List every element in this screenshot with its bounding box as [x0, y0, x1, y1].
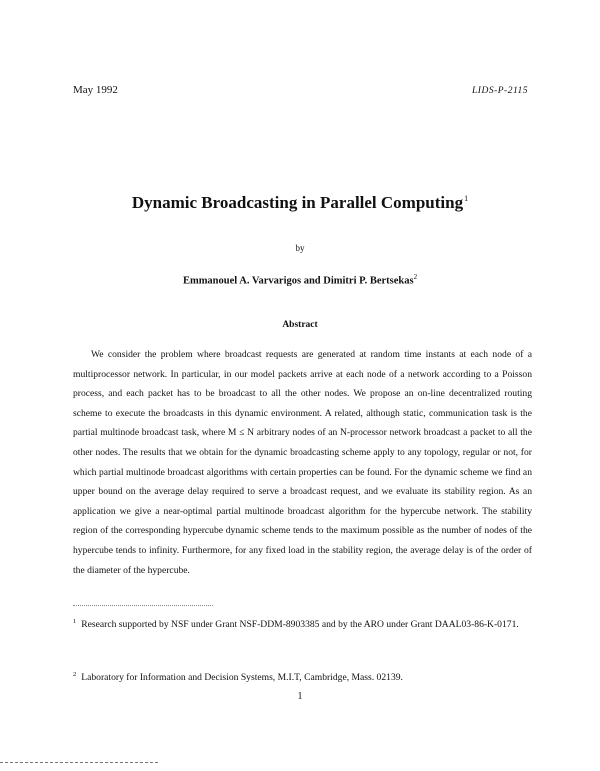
authors-footnote-mark: 2 — [413, 273, 418, 281]
footnote-2 — [73, 668, 532, 685]
paper-title-text: Dynamic Broadcasting in Parallel Computing — [131, 193, 464, 212]
footnote-2-text: Laboratory for Information and Decision Systems, M.I.T, Cambridge, Mass. 02139. — [81, 672, 403, 684]
footnote-1-text: Research supported by NSF under Grant NSF-DDM-8903385 and by the ARO under Grant DAAL03-86-K-0171. — [81, 619, 519, 631]
footnote-1-mark: 1 — [73, 618, 77, 625]
authors — [0, 273, 600, 287]
bottom-scan-rule — [0, 762, 158, 763]
title-footnote-mark: 1 — [464, 194, 469, 204]
footnote-2-mark: 2 — [73, 671, 77, 678]
abstract-body: We consider the problem where broadcast requests are generated at random time instants at each node of a multiprocessor network. In particular, in our model packets arrive at each node of a network according to a Poisson process, and each packet has to be broadcast to all the other nodes. We propose an on-line decentralized routing scheme to execute the broadcasts in this dynamic environment. A related, although static, communication task is the partial multinode broadcast task, where M ≤ N arbitrary nodes of an N-processor network broadcast a packet to all the other nodes. The results that we obtain for the dynamic broadcasting scheme apply to any topology, regular or not, for which partial multinode broadcast algorithms with certain properties can be found. For the dynamic scheme we find an upper bound on the average delay required to serve a broadcast request, and we evaluate its stability region. As an application we give a near-optimal partial multinode broadcast algorithm for the hypercube network. The stability region of the corresponding hypercube dynamic scheme tends to the maximum possible as the number of nodes of the hypercube tends to infinity. Furthermore, for any fixed load in the stability region, the average delay is of the order of the diameter of the hypercube. — [73, 349, 532, 576]
footnote-divider — [73, 605, 213, 606]
abstract-heading: Abstract — [282, 320, 318, 330]
report-number: LIDS-P-2115 — [472, 86, 528, 96]
report-date: May 1992 — [73, 84, 118, 96]
author-names: Emmanouel A. Varvarigos and Dimitri P. Bertsekas — [182, 275, 414, 287]
footnote-1 — [73, 612, 532, 635]
byline: by — [295, 243, 305, 253]
paper-title — [0, 193, 600, 213]
page-number: 1 — [297, 691, 303, 702]
